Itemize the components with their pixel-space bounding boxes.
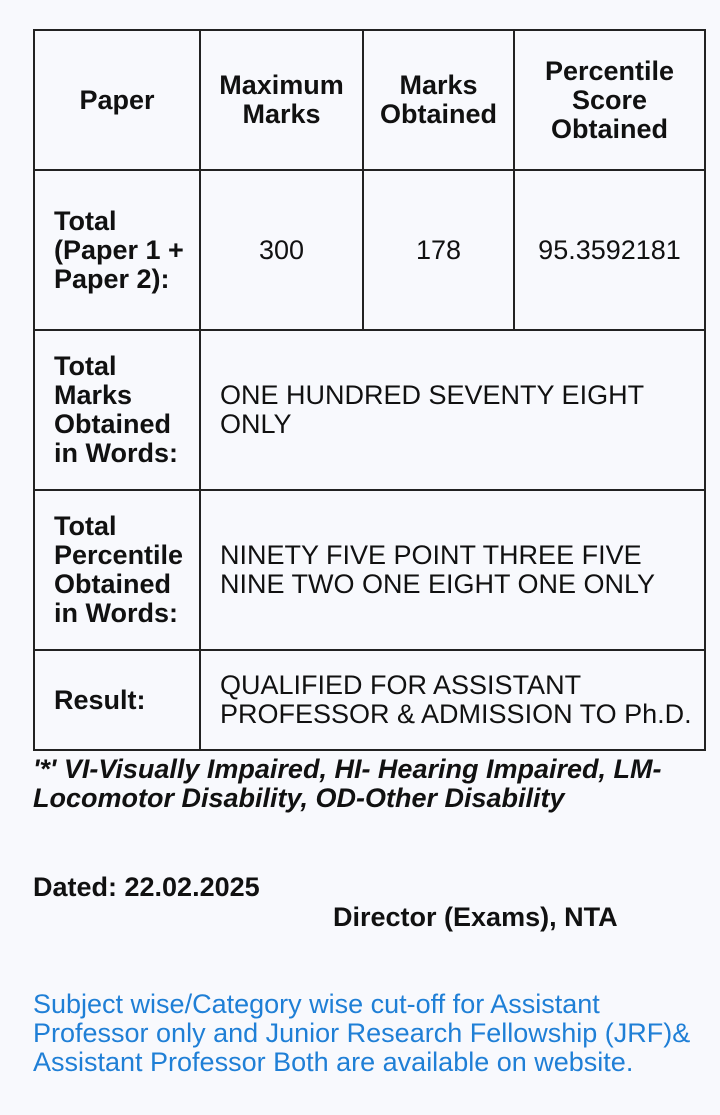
percentile-words-label: Total Percentile Obtained in Words:: [34, 490, 200, 650]
table-row-total: [34, 170, 705, 330]
signatory-text: Director (Exams), NTA: [333, 902, 618, 932]
max-marks-value: 300: [200, 170, 363, 330]
header-marks-obtained: Marks Obtained: [363, 30, 514, 170]
percentile-value: 95.3592181: [514, 170, 705, 330]
table-header-row: [34, 30, 705, 170]
header-maximum-marks: Maximum Marks: [200, 30, 363, 170]
header-paper: Paper: [34, 30, 200, 170]
result-label: Result:: [34, 650, 200, 750]
scorecard-table: [33, 29, 706, 751]
percentile-words-value: NINETY FIVE POINT THREE FIVE NINE TWO ONE EIGHT ONE ONLY: [200, 490, 705, 650]
table-row-marks-words: [34, 330, 705, 490]
marks-obtained-value: 178: [363, 170, 514, 330]
result-value: QUALIFIED FOR ASSISTANT PROFESSOR & ADMISSION TO Ph.D.: [200, 650, 705, 750]
table-row-result: [34, 650, 705, 750]
dated-text: Dated: 22.02.2025: [33, 872, 260, 902]
cutoff-info-text: Subject wise/Category wise cut-off for Assistant Professor only and Junior Research Fellowship (JRF)& Assistant Professor Both are available on website.: [33, 989, 691, 1077]
total-label: Total (Paper 1 + Paper 2):: [34, 170, 200, 330]
disability-footnote: '*' VI-Visually Impaired, HI- Hearing Impaired, LM-Locomotor Disability, OD-Other Disability: [33, 754, 662, 813]
marks-words-value: ONE HUNDRED SEVENTY EIGHT ONLY: [200, 330, 705, 490]
marks-words-label: Total Marks Obtained in Words:: [34, 330, 200, 490]
header-percentile-score: Percentile Score Obtained: [514, 30, 705, 170]
table-row-percentile-words: [34, 490, 705, 650]
